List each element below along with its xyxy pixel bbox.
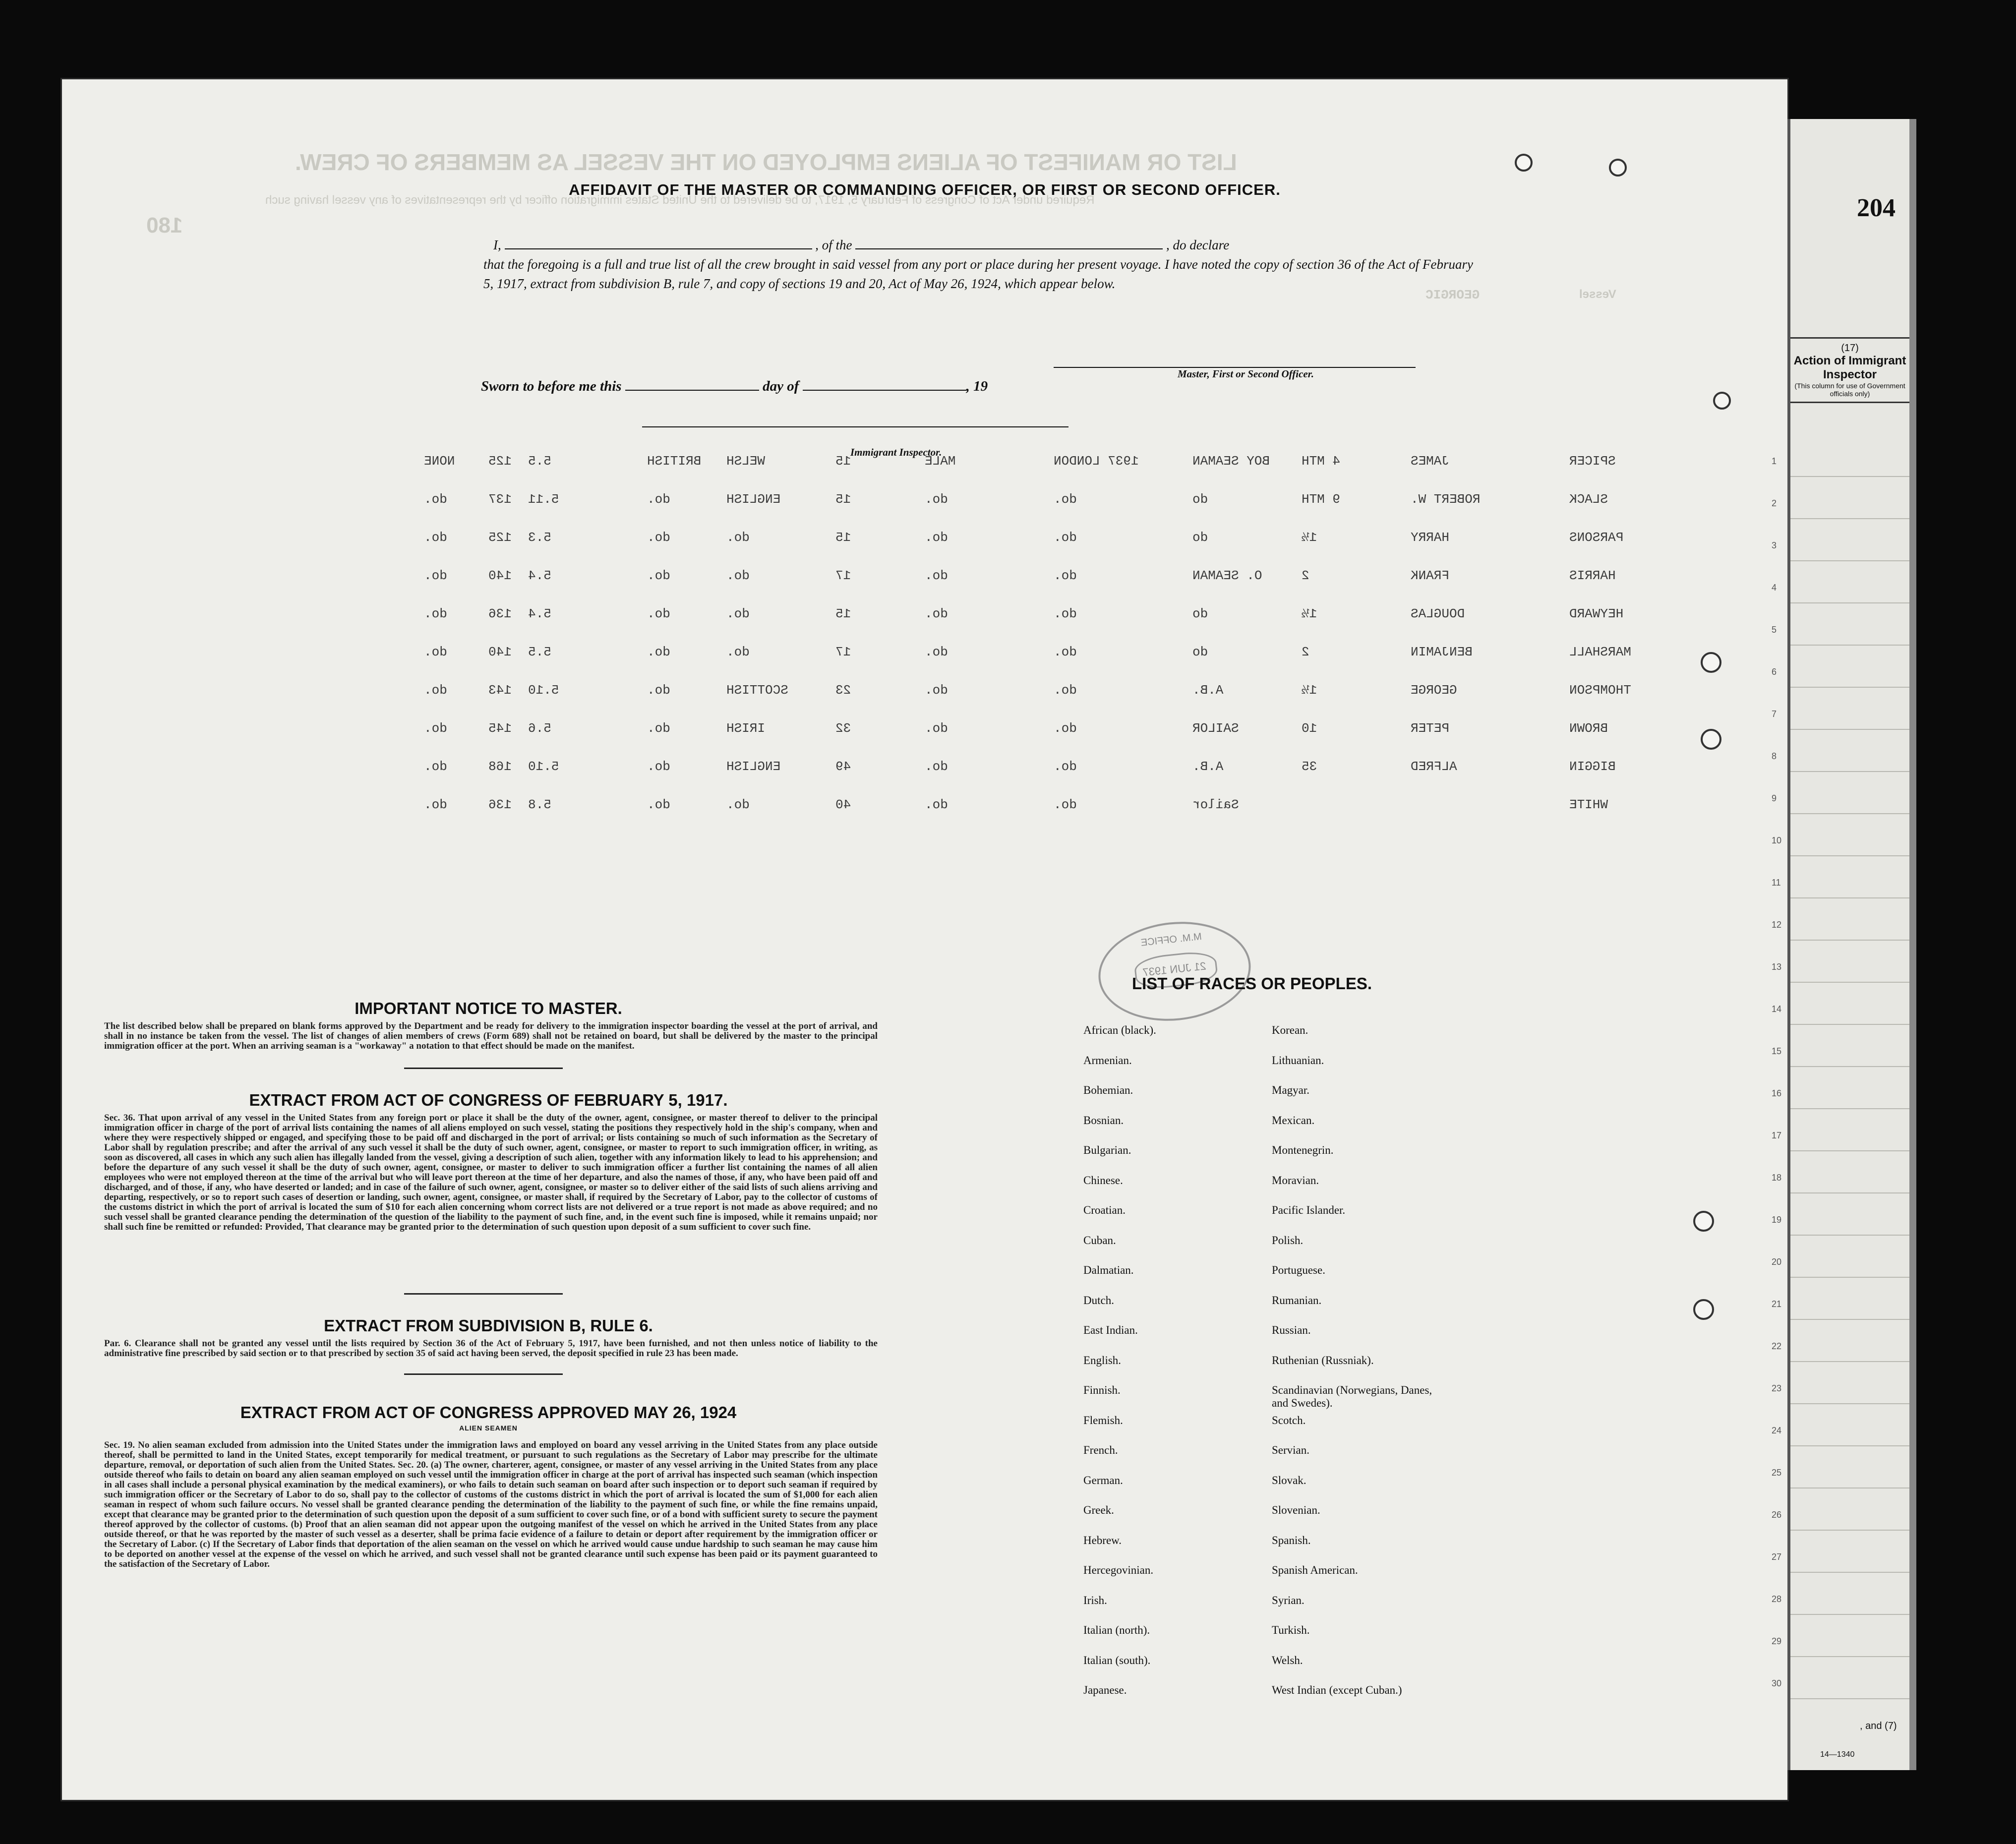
punch-hole: [1701, 652, 1721, 673]
extract-1917-title: EXTRACT FROM ACT OF CONGRESS OF FEBRUARY 5, 1917.: [249, 1091, 728, 1109]
strip-row-number: 27: [1772, 1552, 1782, 1562]
crew-position: O. SEAMAN: [1192, 568, 1262, 583]
race-item: Welsh.: [1272, 1654, 1303, 1666]
inspector-signature-line: [642, 426, 1068, 427]
race-item: Korean.: [1272, 1024, 1308, 1036]
strip-row-number: 20: [1772, 1257, 1782, 1267]
strip-row-number: 15: [1772, 1046, 1782, 1056]
crew-height: 5.3: [528, 530, 551, 545]
race-item: Montenegrin.: [1272, 1144, 1334, 1156]
strip-row-number: 26: [1772, 1510, 1782, 1520]
race-item: Ruthenian (Russniak).: [1272, 1354, 1374, 1367]
crew-height: 5.5: [528, 645, 551, 659]
extract-rule6-text: Par. 6. Clearance shall not be granted any vessel until the lists required by Section 36 of the Act of February 5, 1917, have been furnished, and not then unless notice of liability to the administrative fine prescribed by said section or to that prescribed by section 35 of said act having been served, the deposit specified in rule 23 has been made.: [104, 1338, 878, 1359]
race-item: Hercegovinian.: [1083, 1564, 1154, 1576]
extract-1924-text: Sec. 19. No alien seaman excluded from admission into the United States under the immigration laws and employed on board any vessel arriving in the United States from any place outside thereof, shall be permitted to land in the United States, except temporarily for medical treatment, or pursuant to such regulations as the Secretary of Labor may prescribe for the ultimate departure, removal, or deportation of such alien from the United States. Sec. 20. (a) The owner, charterer, agent, consignee, or master of any vessel arriving in the United States from any place outside thereof who fails to detain on board any alien seaman employed on such vessel until the immigration officer in charge at the port of arrival has inspected such seaman (which inspection in all cases shall include a personal physical examination by the medical examiners), or who fails to detain such seaman on board after such inspection or to deport such seaman if required by such immigration officer or the Secretary of Labor to do so, shall pay to the collector of customs of the customs district in which the port of arrival is located the sum of $1,000 for each alien seaman in respect of whom such failure occurs. No vessel shall be granted clearance pending the determination of the liability to the payment of such fine, or while the fine remains unpaid, except that clearance may be granted prior to the determination of such question upon the deposit of a sum sufficient to cover such fine, or of a bond with sufficient surety to secure the payment thereof approved by the collector of customs. (b) Proof that an alien seaman did not appear upon the outgoing manifest of the vessel on which he arrived in the United States from any place outside thereof, or that he was reported by the master of such vessel as a deserter, shall be prima facie evidence of a failure to detain or deport after requirement by the immigration officer or the Secretary of Labor. (c) If the Secretary of Labor finds that deportation of the alien seaman on the vessel on which he arrived would cause undue hardship to such seaman he may cause him to be deported on another vessel at the expense of the vessel on which he arrived, and such vessel shall not be granted clearance until such expense has been paid or its payment guaranteed to the satisfaction of the Secretary of Labor.: [104, 1440, 878, 1569]
crew-height: 5.10: [528, 759, 559, 774]
affidavit-of-the: , of the: [815, 238, 852, 252]
crew-given: JAMES: [1411, 454, 1450, 469]
strip-row-number: 17: [1772, 1130, 1782, 1140]
crew-given: FRANK: [1411, 568, 1450, 583]
race-item: French.: [1083, 1444, 1118, 1456]
strip-row-number: 1: [1772, 456, 1777, 466]
race-item: Hebrew.: [1083, 1534, 1122, 1547]
crew-age: 10: [1302, 721, 1317, 736]
crew-weight: 145: [488, 721, 512, 736]
crew-nationality: do.: [647, 683, 670, 698]
crew-position: Sailor: [1192, 797, 1239, 812]
crew-height: 5.6: [528, 721, 551, 736]
strip-rule: [1790, 982, 1909, 983]
crew-marks: do.: [424, 683, 447, 698]
crew-sex: do.: [925, 797, 948, 812]
manifest-sheet: [62, 79, 1787, 1800]
race-item: Spanish American.: [1272, 1564, 1358, 1576]
column-number: (17): [1841, 343, 1859, 354]
crew-height: 5.4: [528, 568, 551, 583]
crew-marks: do.: [424, 492, 447, 507]
strip-rule: [1790, 1487, 1909, 1488]
officer-name-line: [505, 248, 812, 249]
strip-row-number: 8: [1772, 751, 1777, 761]
crew-given: GEORGE: [1411, 683, 1457, 698]
extract-1917-text: Sec. 36. That upon arrival of any vessel in the United States from any foreign port or place it shall be the duty of the owner, agent, consignee, or master thereof to deliver to the principal immigration officer in charge of the port of arrival lists containing the names of all aliens employed on such vessel, stating the positions they respectively hold in the ship's company, when and where they were respectively shipped or engaged, and specifying those to be paid off and discharged in the port of arrival; or lists containing so much of such information as the Secretary of Labor shall by regulation prescribe; and after the arrival of any such vessel it shall be the duty of such owner, agent, consignee, or master to report to such immigration officer, in writing, as soon as discovered, all cases in which any such alien has illegally landed from the vessel, giving a description of such alien, together with any information likely to lead to his apprehension; and before the departure of any such vessel it shall be the duty of such owner, agent, consignee, or master to deliver to such immigration officer a further list containing the names of all alien employees who were not employed thereon at the time of the arrival but who will leave port thereon at the time of her departure, and also the names of those, if any, who have been paid off and discharged, and of those, if any, who have deserted or landed; and in case of the failure of such owner, agent, consignee, or master so to deliver either of the said lists of such aliens arriving and departing, respectively, or so to report such cases of desertion or landing, such owner, agent, consignee, or master shall, if required by the Secretary of Labor, pay to the collector of customs of the customs district in which the port of arrival is located the sum of $10 for each alien concerning whom correct lists are not delivered or a true report is not made as above required; and no such vessel shall be granted clearance pending the determination of the question of the liability to the payment of such fine, and, in the event such fine is imposed, while it remains unpaid; nor shall such fine be remitted or refunded: Provided, That clearance may be granted prior to the determination of such question upon deposit of a sum sufficient to cover such fine.: [104, 1113, 878, 1232]
punch-hole: [1609, 159, 1627, 177]
bleed-through-subheading: Required under Act of Congress of February 5, 1917, to be delivered to the United States immigration officer by the representatives of any vessel having such: [265, 193, 1095, 207]
crew-sex: do.: [925, 568, 948, 583]
strip-rule: [1790, 1572, 1909, 1573]
inspector-column-header: [1790, 337, 1909, 403]
crew-row: [409, 759, 1668, 779]
strip-row-number: 11: [1772, 878, 1781, 888]
strip-row-number: 21: [1772, 1299, 1782, 1309]
crew-sex: MALE: [925, 454, 956, 469]
crew-surname: SLACK: [1569, 492, 1608, 507]
crew-surname: HEYWARD: [1569, 606, 1624, 621]
strip-row-number: 24: [1772, 1426, 1782, 1435]
crew-age2: 15: [835, 492, 851, 507]
crew-position: SAILOR: [1192, 721, 1239, 736]
crew-engaged: do.: [1054, 568, 1077, 583]
race-item: East Indian.: [1083, 1324, 1138, 1336]
crew-marks: do.: [424, 568, 447, 583]
crew-race: do.: [726, 530, 750, 545]
crew-height: 5.5: [528, 454, 551, 469]
crew-nationality: do.: [647, 759, 670, 774]
crew-age2: 17: [835, 645, 851, 659]
crew-engaged: do.: [1054, 721, 1077, 736]
strip-rule: [1790, 1277, 1909, 1278]
strip-footer-text: , and (7): [1860, 1721, 1897, 1731]
race-item: Mexican.: [1272, 1114, 1315, 1127]
crew-marks: do.: [424, 797, 447, 812]
crew-nationality: do.: [647, 568, 670, 583]
strip-rule: [1790, 687, 1909, 688]
crew-given: HARRY: [1411, 530, 1450, 545]
race-item: Bosnian.: [1083, 1114, 1124, 1127]
crew-row: [409, 454, 1668, 474]
strip-row-number: 29: [1772, 1636, 1782, 1646]
crew-position: do: [1192, 492, 1208, 507]
strip-row-number: 4: [1772, 583, 1777, 593]
races-title: LIST OF RACES OR PEOPLES.: [1131, 974, 1372, 993]
crew-sex: do.: [925, 721, 948, 736]
crew-age: 9 MTH: [1302, 492, 1341, 507]
sworn-month-line: [803, 390, 966, 391]
crew-engaged: do.: [1054, 683, 1077, 698]
crew-height: 5.10: [528, 683, 559, 698]
crew-engaged: do.: [1054, 797, 1077, 812]
strip-rule: [1790, 855, 1909, 856]
crew-age: 1½: [1302, 530, 1317, 545]
strip-rule: [1790, 1530, 1909, 1531]
strip-row-number: 10: [1772, 835, 1782, 845]
crew-position: A.B.: [1192, 683, 1224, 698]
punch-hole: [1713, 392, 1731, 410]
affidavit-do-declare: , do declare: [1166, 238, 1230, 252]
crew-surname: WHITE: [1569, 797, 1608, 812]
crew-age2: 15: [835, 530, 851, 545]
crew-age2: 15: [835, 606, 851, 621]
crew-age: 1½: [1302, 606, 1317, 621]
bleed-through-vessel-name: GEORGIC: [1425, 288, 1480, 302]
stamp-office: M.M. OFFICE: [1140, 931, 1202, 949]
crew-sex: do.: [925, 530, 948, 545]
affidavit-declaration: [483, 236, 1480, 294]
notice-text: The list described below shall be prepared on blank forms approved by the Department and be ready for delivery to the immigration inspector boarding the vessel at the port of arrival, and shall in no instance be taken from the vessel. The list of changes of alien members of crews (Form 689) shall not be retained on board, but shall be delivered by the master to the principal immigration officer at the port. When an arriving seaman is a "workaway" a notation to that effect should be made on the manifest.: [104, 1021, 878, 1051]
race-item: West Indian (except Cuban.): [1272, 1684, 1402, 1696]
crew-weight: 136: [488, 797, 512, 812]
sworn-year: , 19: [966, 378, 988, 394]
strip-rule: [1790, 813, 1909, 814]
crew-weight: 125: [488, 530, 512, 545]
strip-row-number: 25: [1772, 1468, 1782, 1478]
crew-marks: do.: [424, 606, 447, 621]
crew-race: WELSH: [726, 454, 766, 469]
crew-given: DOUGLAS: [1411, 606, 1465, 621]
strip-rule: [1790, 1403, 1909, 1404]
strip-row-number: 19: [1772, 1215, 1782, 1225]
strip-row-number: 6: [1772, 667, 1777, 677]
race-item: Russian.: [1272, 1324, 1311, 1336]
crew-row: [409, 797, 1668, 817]
race-item: Irish.: [1083, 1594, 1107, 1606]
strip-rule: [1790, 1024, 1909, 1025]
crew-race: SCOTTISH: [726, 683, 788, 698]
strip-rule: [1790, 518, 1909, 519]
crew-age2: 32: [835, 721, 851, 736]
crew-nationality: do.: [647, 530, 670, 545]
strip-rule: [1790, 1066, 1909, 1067]
crew-height: 5.11: [528, 492, 559, 507]
crew-nationality: do.: [647, 606, 670, 621]
crew-age2: 49: [835, 759, 851, 774]
extract-1917-divider: [404, 1293, 563, 1295]
crew-age2: 17: [835, 568, 851, 583]
race-item: Spanish.: [1272, 1534, 1311, 1547]
strip-row-number: 16: [1772, 1088, 1782, 1098]
crew-age: 4 MTH: [1302, 454, 1341, 469]
sworn-day-line: [625, 390, 759, 391]
crew-position: BOY SEAMAN: [1192, 454, 1270, 469]
strip-rule: [1790, 1656, 1909, 1657]
crew-race: do.: [726, 606, 750, 621]
strip-rule: [1790, 560, 1909, 561]
race-item: Chinese.: [1083, 1174, 1123, 1187]
race-item: Bohemian.: [1083, 1084, 1133, 1096]
crew-surname: HARRIS: [1569, 568, 1616, 583]
race-item: Rumanian.: [1272, 1294, 1322, 1307]
crew-age2: 40: [835, 797, 851, 812]
race-item: Flemish.: [1083, 1414, 1123, 1427]
punch-hole: [1515, 154, 1533, 172]
affidavit-i: I,: [493, 238, 501, 252]
crew-race: do.: [726, 645, 750, 659]
crew-nationality: do.: [647, 645, 670, 659]
punch-hole: [1693, 1211, 1714, 1232]
column-title: Action of Immigrant Inspector: [1793, 354, 1906, 381]
bleed-through-heading: LIST OR MANIFEST OF ALIENS EMPLOYED ON THE VESSEL AS MEMBERS OF CREW.: [295, 149, 1237, 175]
crew-engaged: do.: [1054, 530, 1077, 545]
crew-engaged: do.: [1054, 492, 1077, 507]
crew-height: 5.8: [528, 797, 551, 812]
strip-row-number: 18: [1772, 1173, 1782, 1183]
crew-nationality: BRITISH: [647, 454, 702, 469]
race-item: Italian (south).: [1083, 1654, 1151, 1666]
race-item: Portuguese.: [1272, 1264, 1325, 1276]
crew-marks: NONE: [424, 454, 455, 469]
race-item: Polish.: [1272, 1234, 1304, 1247]
strip-rule: [1790, 1445, 1909, 1446]
sworn-day-of: day of: [763, 378, 799, 394]
strip-rule: [1790, 1361, 1909, 1362]
race-item: Lithuanian.: [1272, 1054, 1324, 1067]
affidavit-title: AFFIDAVIT OF THE MASTER OR COMMANDING OFFICER, OR FIRST OR SECOND OFFICER.: [569, 181, 1281, 198]
crew-engaged: do.: [1054, 606, 1077, 621]
crew-nationality: do.: [647, 492, 670, 507]
race-item: English.: [1083, 1354, 1122, 1367]
crew-race: ENGLISH: [726, 492, 781, 507]
notice-divider: [404, 1068, 563, 1069]
strip-row-number: 2: [1772, 498, 1777, 508]
extract-1924-title: EXTRACT FROM ACT OF CONGRESS APPROVED MAY 26, 1924: [240, 1403, 737, 1422]
punch-hole: [1701, 729, 1721, 750]
strip-row-number: 5: [1772, 625, 1777, 635]
crew-nationality: do.: [647, 797, 670, 812]
affidavit-line-1: [483, 236, 1480, 255]
crew-marks: do.: [424, 645, 447, 659]
crew-age: 1½: [1302, 683, 1317, 698]
crew-weight: 125: [488, 454, 512, 469]
strip-rule: [1790, 645, 1909, 646]
crew-height: 5.4: [528, 606, 551, 621]
strip-rule: [1790, 729, 1909, 730]
strip-row-number: 22: [1772, 1341, 1782, 1351]
race-item: Italian (north).: [1083, 1624, 1150, 1636]
sworn-line: [481, 377, 1478, 396]
race-item: Greek.: [1083, 1504, 1114, 1516]
inspector-column-strip: [1772, 119, 1916, 1770]
crew-sex: do.: [925, 492, 948, 507]
page-number: 204: [1857, 194, 1896, 222]
bleed-through-vessel-label: Vessel: [1579, 288, 1616, 301]
extract-rule6-title: EXTRACT FROM SUBDIVISION B, RULE 6.: [324, 1316, 653, 1335]
crew-row: [409, 721, 1668, 741]
strip-row-number: 14: [1772, 1004, 1782, 1014]
crew-engaged: do.: [1054, 759, 1077, 774]
crew-given: ALFRED: [1411, 759, 1457, 774]
crew-given: PETER: [1411, 721, 1450, 736]
race-item: German.: [1083, 1474, 1123, 1487]
crew-age2: 23: [835, 683, 851, 698]
crew-surname: SPICER: [1569, 454, 1616, 469]
strip-row-number: 3: [1772, 540, 1777, 550]
crew-sex: do.: [925, 606, 948, 621]
crew-race: IRISH: [726, 721, 766, 736]
strip-row-number: 12: [1772, 920, 1782, 930]
race-item: Scotch.: [1272, 1414, 1306, 1427]
race-item: Slovenian.: [1272, 1504, 1320, 1516]
crew-row: [409, 492, 1668, 512]
crew-surname: BIGGIN: [1569, 759, 1616, 774]
race-item: Turkish.: [1272, 1624, 1310, 1636]
strip-row-number: 9: [1772, 793, 1777, 803]
strip-row-number: 7: [1772, 709, 1777, 719]
crew-race: ENGLISH: [726, 759, 781, 774]
race-item: Dutch.: [1083, 1294, 1114, 1307]
sworn-label: Sworn to before me this: [481, 378, 622, 394]
crew-age: 2: [1302, 568, 1309, 583]
vessel-name-line: [855, 248, 1163, 249]
crew-engaged: 1937 LONDON: [1054, 454, 1139, 469]
crew-race: do.: [726, 568, 750, 583]
master-caption: Master, First or Second Officer.: [1178, 368, 1314, 380]
crew-row: [409, 683, 1668, 703]
strip-row-number: 13: [1772, 962, 1782, 972]
crew-row: [409, 645, 1668, 664]
crew-surname: BROWN: [1569, 721, 1608, 736]
race-item: Armenian.: [1083, 1054, 1132, 1067]
crew-marks: do.: [424, 759, 447, 774]
strip-rule: [1790, 1698, 1909, 1699]
race-item: Servian.: [1272, 1444, 1310, 1456]
bleed-through-sheet-number: 180: [146, 213, 183, 238]
strip-footer-code: 14—1340: [1820, 1750, 1855, 1759]
crew-row: [409, 530, 1668, 550]
crew-position: do: [1192, 645, 1208, 659]
stamp-date: 21 JUN 1937: [1142, 959, 1207, 979]
extract-1924-subtitle: ALIEN SEAMEN: [459, 1424, 518, 1432]
crew-marks: do.: [424, 530, 447, 545]
strip-row-number: 23: [1772, 1383, 1782, 1393]
strip-row-number: 30: [1772, 1678, 1782, 1688]
race-item: Croatian.: [1083, 1204, 1126, 1216]
crew-row: [409, 568, 1668, 588]
crew-surname: THOMPSON: [1569, 683, 1631, 698]
strip-rule: [1790, 476, 1909, 477]
crew-position: A.B.: [1192, 759, 1224, 774]
strip-rule: [1790, 602, 1909, 603]
race-item: Bulgarian.: [1083, 1144, 1131, 1156]
inspector-caption: Immigrant Inspector.: [850, 446, 942, 458]
crew-age: 35: [1302, 759, 1317, 774]
crew-engaged: do.: [1054, 645, 1077, 659]
race-item: Scandinavian (Norwegians, Danes, and Swedes).: [1272, 1384, 1432, 1409]
crew-weight: 143: [488, 683, 512, 698]
crew-nationality: do.: [647, 721, 670, 736]
race-item: Cuban.: [1083, 1234, 1116, 1247]
strip-rule: [1790, 1319, 1909, 1320]
crew-surname: PARSONS: [1569, 530, 1624, 545]
race-item: Magyar.: [1272, 1084, 1310, 1096]
crew-race: do.: [726, 797, 750, 812]
punch-hole: [1693, 1299, 1714, 1320]
column-note: (This column for use of Government officials only): [1794, 382, 1905, 398]
crew-given: ROBERT W.: [1411, 492, 1481, 507]
crew-weight: 137: [488, 492, 512, 507]
strip-row-number: 28: [1772, 1594, 1782, 1604]
crew-sex: do.: [925, 683, 948, 698]
strip-rule: [1790, 1108, 1909, 1109]
crew-surname: MARSHALL: [1569, 645, 1631, 659]
crew-weight: 168: [488, 759, 512, 774]
race-item: Pacific Islander.: [1272, 1204, 1346, 1216]
race-item: African (black).: [1083, 1024, 1156, 1036]
affidavit-body: that the foregoing is a full and true list of all the crew brought in said vessel from any port or place during her present voyage. I have noted the copy of section 36 of the Act of February 5, 1917, extract from subdivision B, rule 7, and copy of sections 19 and 20, Act of May 26, 1924, which appear below.: [483, 257, 1473, 291]
crew-sex: do.: [925, 645, 948, 659]
race-item: Japanese.: [1083, 1684, 1127, 1696]
race-item: Syrian.: [1272, 1594, 1304, 1606]
race-item: Finnish.: [1083, 1384, 1121, 1396]
strip-rule: [1790, 940, 1909, 941]
extract-rule6-divider: [404, 1373, 563, 1375]
crew-weight: 136: [488, 606, 512, 621]
crew-position: do: [1192, 606, 1208, 621]
strip-rule: [1790, 1614, 1909, 1615]
notice-title: IMPORTANT NOTICE TO MASTER.: [355, 999, 622, 1017]
strip-rule: [1790, 1192, 1909, 1193]
strip-rule: [1790, 771, 1909, 772]
strip-rule: [1790, 897, 1909, 898]
crew-position: do: [1192, 530, 1208, 545]
crew-weight: 140: [488, 568, 512, 583]
race-item: Moravian.: [1272, 1174, 1319, 1187]
crew-weight: 140: [488, 645, 512, 659]
crew-given: BENJAMIN: [1411, 645, 1473, 659]
race-item: Dalmatian.: [1083, 1264, 1134, 1276]
office-stamp: [1093, 914, 1255, 1028]
crew-row: [409, 606, 1668, 626]
strip-rule: [1790, 1235, 1909, 1236]
crew-sex: do.: [925, 759, 948, 774]
crew-age: 2: [1302, 645, 1309, 659]
crew-age2: 15: [835, 454, 851, 469]
crew-marks: do.: [424, 721, 447, 736]
race-item: Slovak.: [1272, 1474, 1306, 1487]
strip-rule: [1790, 1150, 1909, 1151]
